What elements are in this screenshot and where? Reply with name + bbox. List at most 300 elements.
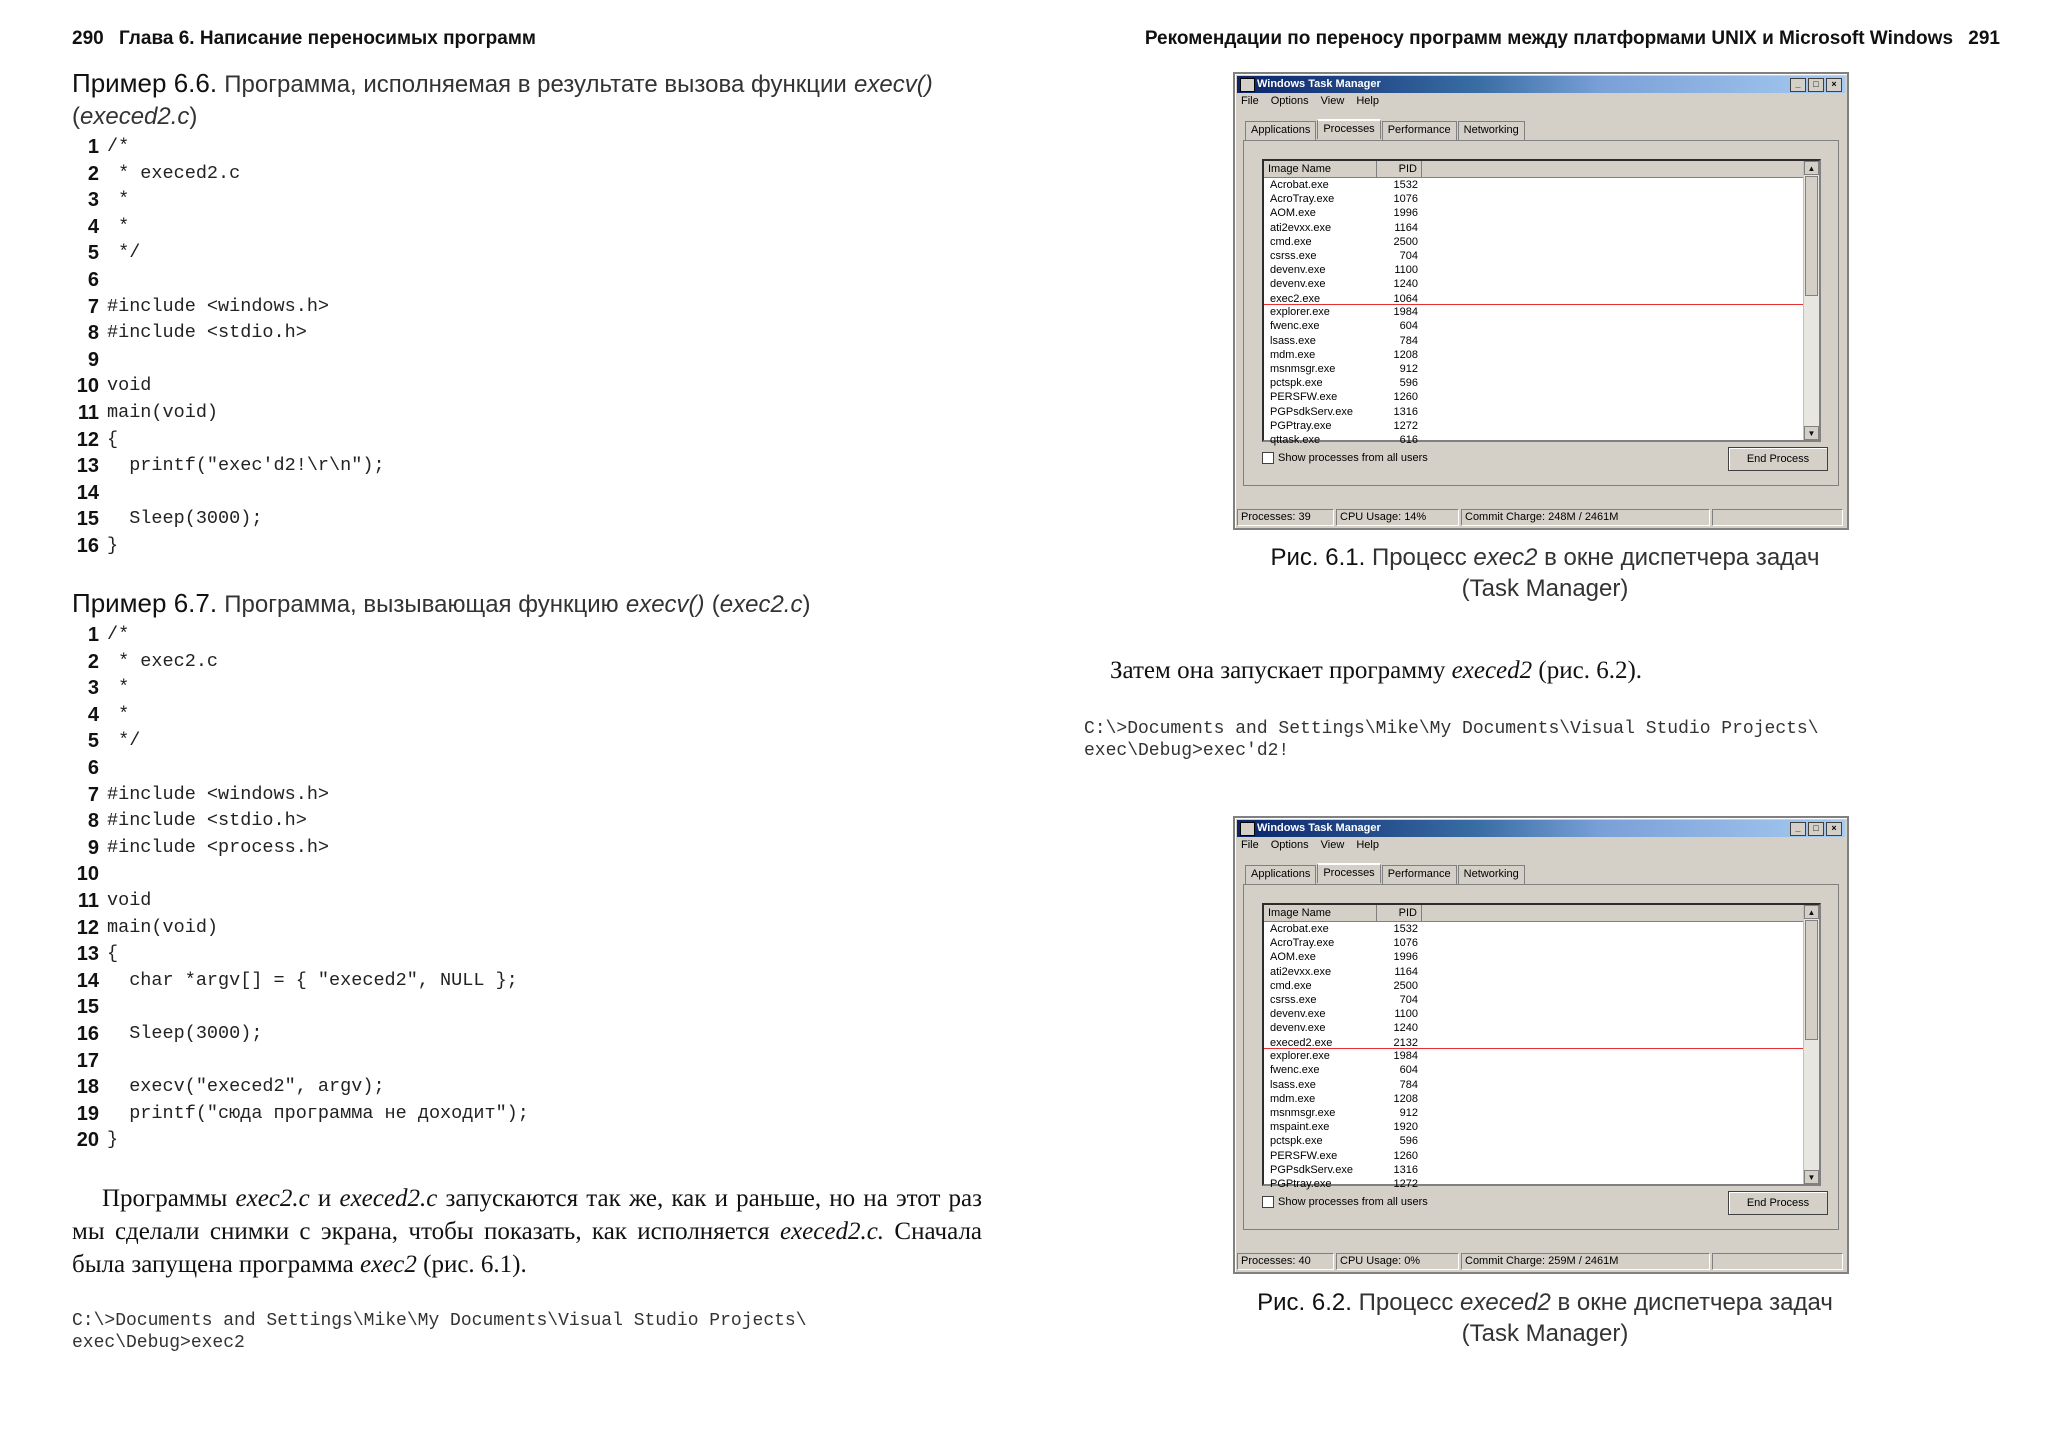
code-line: [72, 622, 529, 649]
image-name-cell: csrss.exe: [1270, 993, 1317, 1006]
table-row[interactable]: [1264, 221, 1803, 235]
line-number: 6: [87, 268, 99, 291]
end-process-button[interactable]: End Process: [1728, 1191, 1828, 1215]
table-row[interactable]: [1264, 1021, 1803, 1035]
code-text: Sleep(3000);: [107, 1022, 263, 1044]
image-name-cell: cmd.exe: [1270, 979, 1312, 992]
tab-performance[interactable]: Performance: [1382, 121, 1457, 141]
status-bar: [1237, 1253, 1845, 1270]
code-line: [72, 782, 529, 809]
window-title: Windows Task Manager: [1257, 822, 1381, 834]
line-number: 3: [87, 677, 99, 700]
code-text: }: [107, 1129, 119, 1151]
menu-item-file[interactable]: File: [1241, 839, 1259, 851]
line-number: 16: [76, 534, 99, 557]
image-name-cell: mdm.exe: [1270, 348, 1316, 361]
table-row[interactable]: [1264, 965, 1803, 979]
image-name-cell: qttask.exe: [1270, 433, 1321, 446]
image-name-cell: PGPtray.exe: [1270, 419, 1332, 432]
processes-panel: [1243, 140, 1839, 486]
tab-performance[interactable]: Performance: [1382, 865, 1457, 885]
table-row[interactable]: [1264, 1036, 1803, 1050]
code-line: [72, 994, 529, 1021]
table-row[interactable]: [1264, 334, 1803, 348]
table-row[interactable]: [1264, 1092, 1803, 1106]
code-text: /*: [107, 624, 130, 645]
image-name-cell: pctspk.exe: [1270, 377, 1323, 390]
table-row[interactable]: [1264, 348, 1803, 362]
line-number: 12: [76, 428, 99, 451]
table-row[interactable]: [1264, 405, 1803, 419]
status-field: CPU Usage: 0%: [1336, 1253, 1459, 1270]
image-name-cell: ati2evxx.exe: [1270, 965, 1332, 978]
column-pid[interactable]: PID: [1377, 161, 1422, 177]
table-row[interactable]: [1264, 178, 1803, 192]
tab-strip: [1245, 121, 1526, 141]
window-controls: [1790, 78, 1842, 92]
code-text: printf("сюда программа не доходит");: [107, 1102, 529, 1124]
tab-networking[interactable]: Networking: [1458, 121, 1525, 141]
vertical-scrollbar[interactable]: [1803, 161, 1819, 440]
scroll-down-icon[interactable]: ▼: [1804, 1170, 1819, 1184]
line-number: 14: [76, 969, 99, 992]
line-number: 1: [87, 624, 99, 646]
body-text: Затем она запускает программу execed2 (рис. 6.2).: [1110, 657, 1643, 684]
table-row[interactable]: [1264, 277, 1803, 291]
menu-item-options[interactable]: Options: [1270, 95, 1309, 107]
table-row[interactable]: [1264, 249, 1803, 263]
table-row[interactable]: [1264, 1177, 1803, 1191]
image-name-cell: exec2.exe: [1270, 292, 1321, 305]
pid-cell: 1532: [1393, 179, 1418, 191]
image-name-cell: AcroTray.exe: [1270, 937, 1335, 950]
example-title: Программа, вызывающая функцию: [224, 591, 619, 618]
chapter-title: Глава 6. Написание переносимых программ: [118, 28, 536, 49]
window-title: Windows Task Manager: [1257, 78, 1381, 90]
status-field: CPU Usage: 14%: [1336, 509, 1459, 526]
table-row[interactable]: [1264, 993, 1803, 1007]
processes-panel: [1243, 884, 1839, 1230]
code-line: [72, 533, 385, 560]
table-row[interactable]: [1264, 305, 1803, 319]
image-name-cell: devenv.exe: [1270, 264, 1326, 277]
image-name-cell: fwenc.exe: [1270, 320, 1320, 333]
image-name-cell: PGPtray.exe: [1270, 1177, 1332, 1190]
code-text: execv("execed2", argv);: [107, 1076, 385, 1098]
line-number: 13: [76, 943, 99, 966]
pid-cell: 1208: [1393, 1092, 1418, 1105]
scroll-up-icon[interactable]: ▲: [1804, 161, 1819, 175]
table-row[interactable]: [1264, 433, 1803, 447]
pid-cell: 1100: [1394, 1008, 1418, 1021]
line-number: 15: [76, 508, 99, 531]
status-bar: [1237, 509, 1845, 526]
pid-cell: 704: [1399, 249, 1418, 262]
column-pid[interactable]: PID: [1377, 905, 1422, 921]
pid-cell: 1272: [1393, 1177, 1418, 1190]
line-number: 11: [77, 889, 99, 912]
code-text: {: [107, 428, 119, 450]
image-name-cell: execed2.exe: [1270, 1036, 1333, 1049]
pid-cell: 2500: [1393, 979, 1418, 992]
process-list[interactable]: [1262, 159, 1821, 446]
left-page: [72, 0, 982, 1447]
pid-cell: 604: [1399, 320, 1418, 333]
code-line: [72, 861, 529, 888]
pid-cell: 596: [1399, 377, 1418, 390]
image-name-cell: PERSFW.exe: [1270, 391, 1338, 404]
line-number: 8: [87, 810, 99, 833]
status-field: Processes: 39: [1237, 509, 1334, 526]
pid-cell: 784: [1399, 334, 1418, 347]
example-file: execed2.c: [80, 103, 190, 130]
window-controls: [1790, 822, 1842, 836]
table-row[interactable]: [1264, 936, 1803, 950]
code-line: [72, 373, 385, 400]
show-all-users[interactable]: [1262, 452, 1428, 464]
column-image-name[interactable]: Image Name: [1264, 905, 1377, 921]
example-6-6-caption: Пример 6.6. Программа, исполняемая в результате вызова функции execv() (execed2.c): [72, 68, 933, 130]
table-row[interactable]: [1264, 950, 1803, 964]
image-name-cell: msnmsgr.exe: [1270, 362, 1336, 375]
example-label: Пример 6.7.: [72, 588, 218, 618]
code-line: [72, 347, 385, 374]
image-name-cell: Acrobat.exe: [1270, 923, 1329, 935]
maximize-button[interactable]: □: [1808, 822, 1824, 836]
pid-cell: 1076: [1393, 937, 1418, 950]
line-number: 18: [76, 1076, 99, 1099]
line-number: 1: [87, 136, 99, 158]
code-line: [72, 702, 529, 729]
pid-cell: 1996: [1393, 951, 1418, 964]
image-name-cell: PGPsdkServ.exe: [1270, 405, 1353, 418]
image-name-cell: mspaint.exe: [1270, 1121, 1330, 1134]
code-text: char *argv[] = { "execed2", NULL };: [107, 969, 518, 991]
image-name-cell: mdm.exe: [1270, 1092, 1316, 1105]
minimize-button[interactable]: _: [1790, 822, 1806, 836]
code-line: [72, 453, 385, 480]
code-text: void: [107, 889, 152, 911]
menu-item-view[interactable]: View: [1320, 839, 1345, 851]
checkbox-label: Show processes from all users: [1278, 1196, 1428, 1208]
table-row[interactable]: [1264, 922, 1803, 936]
pid-cell: 704: [1399, 993, 1418, 1006]
code-line: [72, 1048, 529, 1075]
pid-cell: 912: [1399, 362, 1418, 375]
minimize-button[interactable]: _: [1790, 78, 1806, 92]
line-number: 20: [76, 1129, 99, 1152]
pid-cell: 616: [1399, 433, 1418, 446]
task-manager-icon: [1240, 822, 1255, 836]
list-header: [1264, 161, 1819, 178]
line-number: 15: [76, 996, 99, 1019]
menu-item-help[interactable]: Help: [1356, 95, 1379, 107]
close-button[interactable]: ×: [1826, 78, 1842, 92]
menu-item-view[interactable]: View: [1320, 95, 1345, 107]
line-number: 11: [77, 401, 99, 424]
figure-6-1-caption: Рис. 6.1. Процесс exec2 в окне диспетчера задач (Task Manager): [1270, 544, 1820, 602]
menu-item-file[interactable]: File: [1241, 95, 1259, 107]
code-text: */: [107, 730, 141, 752]
process-list[interactable]: [1262, 903, 1821, 1190]
table-row[interactable]: [1264, 1106, 1803, 1120]
code-line: [72, 835, 529, 862]
line-number: 10: [76, 863, 99, 886]
code-line: [72, 808, 529, 835]
pid-cell: 1996: [1393, 207, 1418, 220]
section-title: Рекомендации по переносу программ между платформами UNIX и Microsoft Windows: [1144, 28, 1954, 49]
title-bar: [1237, 820, 1845, 837]
code-text: * exec2.c: [107, 650, 219, 672]
line-number: 9: [87, 836, 99, 859]
pid-cell: 2132: [1393, 1036, 1418, 1049]
image-name-cell: AOM.exe: [1270, 951, 1316, 964]
status-field: [1712, 1253, 1843, 1270]
code-line: [72, 161, 385, 188]
line-number: 14: [76, 481, 99, 504]
menu-bar: [1241, 95, 1379, 107]
code-line: [72, 755, 529, 782]
image-name-cell: lsass.exe: [1270, 1078, 1316, 1091]
line-number: 4: [87, 215, 99, 238]
tab-networking[interactable]: Networking: [1458, 865, 1525, 885]
tab-applications[interactable]: Applications: [1245, 865, 1316, 885]
line-number: 2: [87, 162, 99, 185]
table-row[interactable]: [1264, 292, 1803, 306]
scroll-up-icon[interactable]: ▲: [1804, 905, 1819, 919]
table-row[interactable]: [1264, 1078, 1803, 1092]
checkbox-icon[interactable]: [1262, 452, 1274, 464]
list-rows: [1264, 922, 1803, 1191]
code-line: [72, 1021, 529, 1048]
pid-cell: 1920: [1393, 1121, 1418, 1134]
table-row[interactable]: [1264, 1120, 1803, 1134]
table-row[interactable]: [1264, 1063, 1803, 1077]
menu-item-help[interactable]: Help: [1356, 839, 1379, 851]
pid-cell: 1316: [1393, 405, 1418, 418]
line-number: 7: [87, 295, 99, 318]
code-line: [72, 649, 529, 676]
pid-cell: 1208: [1393, 348, 1418, 361]
line-number: 9: [87, 348, 99, 371]
code-line: [72, 400, 385, 427]
checkbox-icon[interactable]: [1262, 1196, 1274, 1208]
pid-cell: 1240: [1393, 1022, 1418, 1035]
code-text: *: [107, 677, 130, 699]
image-name-cell: explorer.exe: [1270, 1050, 1330, 1063]
code-listing-6-6: [72, 134, 385, 560]
code-line: [72, 187, 385, 214]
code-text: {: [107, 943, 119, 965]
status-field: [1712, 509, 1843, 526]
image-name-cell: fwenc.exe: [1270, 1064, 1320, 1077]
code-text: printf("exec'd2!\r\n");: [107, 455, 385, 477]
tab-processes[interactable]: Processes: [1317, 119, 1380, 139]
close-button[interactable]: ×: [1826, 822, 1842, 836]
image-name-cell: lsass.exe: [1270, 334, 1316, 347]
code-line: [72, 320, 385, 347]
code-line: [72, 1101, 529, 1128]
code-line: [72, 134, 385, 161]
task-manager-window-2: [1233, 816, 1849, 1274]
tab-strip: [1245, 865, 1526, 885]
tab-applications[interactable]: Applications: [1245, 121, 1316, 141]
console-output: C:\>Documents and Settings\Mike\My Documents\Visual Studio Projects\ exec\Debug>exec'd2!: [1084, 719, 1819, 761]
example-title: Программа, исполняемая в результате вызова функции: [224, 71, 847, 98]
table-row[interactable]: [1264, 319, 1803, 333]
code-text: #include <process.h>: [107, 836, 330, 858]
image-name-cell: msnmsgr.exe: [1270, 1106, 1336, 1119]
code-line: [72, 427, 385, 454]
pid-cell: 596: [1399, 1135, 1418, 1148]
title-bar: [1237, 76, 1845, 93]
code-text: main(void): [107, 401, 219, 423]
image-name-cell: cmd.exe: [1270, 235, 1312, 248]
figure-6-2-caption: Рис. 6.2. Процесс execed2 в окне диспетчера задач (Task Manager): [1257, 1289, 1833, 1347]
code-line: [72, 214, 385, 241]
image-name-cell: csrss.exe: [1270, 249, 1317, 262]
pid-cell: 1260: [1393, 391, 1418, 404]
image-name-cell: devenv.exe: [1270, 278, 1326, 291]
example-6-7-caption: Пример 6.7. Программа, вызывающая функцию execv() (exec2.c): [72, 588, 811, 618]
code-line: [72, 267, 385, 294]
image-name-cell: AOM.exe: [1270, 207, 1316, 220]
line-number: 19: [76, 1102, 99, 1125]
pid-cell: 1260: [1393, 1149, 1418, 1162]
image-name-cell: PERSFW.exe: [1270, 1149, 1338, 1162]
list-header: [1264, 905, 1819, 922]
code-text: *: [107, 703, 130, 725]
line-number: 7: [87, 783, 99, 806]
table-row[interactable]: [1264, 419, 1803, 433]
code-text: */: [107, 242, 141, 264]
line-number: 16: [76, 1022, 99, 1045]
example-func: execv(): [625, 591, 705, 618]
code-line: [72, 480, 385, 507]
table-row[interactable]: [1264, 376, 1803, 390]
line-number: 4: [87, 703, 99, 726]
table-row[interactable]: [1264, 1149, 1803, 1163]
page-number: 291: [1968, 28, 2000, 49]
pid-cell: 1164: [1394, 965, 1418, 978]
table-row[interactable]: [1264, 263, 1803, 277]
show-all-users[interactable]: [1262, 1196, 1428, 1208]
code-text: *: [107, 215, 130, 237]
code-line: [72, 240, 385, 267]
column-image-name[interactable]: Image Name: [1264, 161, 1377, 177]
code-line: [72, 888, 529, 915]
menu-item-options[interactable]: Options: [1270, 839, 1309, 851]
body-paragraph: Программы exec2.c и execed2.c запускаются так же, как и раньше, но на этот раз мы сделали снимки с экрана, чтобы показать, как исполняется execed2.c. Сначала была запущена программа exec2 (рис. 6.1).: [72, 1185, 983, 1278]
maximize-button[interactable]: □: [1808, 78, 1824, 92]
code-line: [72, 506, 385, 533]
line-number: 5: [87, 730, 99, 753]
code-line: [72, 675, 529, 702]
checkbox-label: Show processes from all users: [1278, 452, 1428, 464]
code-line: [72, 968, 529, 995]
code-text: #include <windows.h>: [107, 783, 330, 805]
image-name-cell: devenv.exe: [1270, 1008, 1326, 1021]
code-line: [72, 915, 529, 942]
pid-cell: 1064: [1393, 292, 1418, 305]
line-number: 13: [76, 455, 99, 478]
code-text: *: [107, 189, 130, 211]
image-name-cell: pctspk.exe: [1270, 1135, 1323, 1148]
console-output: C:\>Documents and Settings\Mike\My Documents\Visual Studio Projects\ exec\Debug>exec2: [72, 1311, 807, 1353]
status-field: Commit Charge: 248M / 2461M: [1461, 509, 1710, 526]
example-label: Пример 6.6.: [72, 68, 218, 98]
table-row[interactable]: [1264, 235, 1803, 249]
pid-cell: 1984: [1393, 306, 1418, 319]
end-process-button[interactable]: End Process: [1728, 447, 1828, 471]
code-line: [72, 728, 529, 755]
status-field: Processes: 40: [1237, 1253, 1334, 1270]
pid-cell: 1076: [1393, 193, 1418, 206]
line-number: 17: [76, 1049, 99, 1072]
table-row[interactable]: [1264, 206, 1803, 220]
running-head-left: [72, 28, 536, 50]
code-line: [72, 1127, 529, 1154]
code-text: #include <stdio.h>: [107, 322, 307, 344]
tab-processes[interactable]: Processes: [1317, 863, 1380, 883]
task-manager-window-1: [1233, 72, 1849, 530]
vertical-scrollbar[interactable]: [1803, 905, 1819, 1184]
pid-cell: 1532: [1393, 923, 1418, 935]
code-line: [72, 1074, 529, 1101]
image-name-cell: devenv.exe: [1270, 1022, 1326, 1035]
code-text: /*: [107, 136, 130, 157]
pid-cell: 1316: [1393, 1163, 1418, 1176]
table-row[interactable]: [1264, 1007, 1803, 1021]
code-line: [72, 294, 385, 321]
image-name-cell: PGPsdkServ.exe: [1270, 1163, 1353, 1176]
code-line: [72, 941, 529, 968]
line-number: 2: [87, 650, 99, 673]
code-text: #include <windows.h>: [107, 295, 330, 317]
code-text: Sleep(3000);: [107, 508, 263, 530]
code-text: main(void): [107, 916, 219, 938]
running-head-right: [1145, 28, 2000, 50]
code-text: void: [107, 375, 152, 397]
pid-cell: 1272: [1393, 419, 1418, 432]
line-number: 3: [87, 189, 99, 212]
table-row[interactable]: [1264, 192, 1803, 206]
code-text: #include <stdio.h>: [107, 810, 307, 832]
scroll-thumb[interactable]: [1805, 176, 1818, 296]
pid-cell: 1164: [1394, 221, 1418, 234]
status-field: Commit Charge: 259M / 2461M: [1461, 1253, 1710, 1270]
line-number: 5: [87, 242, 99, 265]
pid-cell: 2500: [1393, 235, 1418, 248]
table-row[interactable]: [1264, 1134, 1803, 1148]
image-name-cell: AcroTray.exe: [1270, 193, 1335, 206]
pid-cell: 1240: [1393, 278, 1418, 291]
table-row[interactable]: [1264, 1163, 1803, 1177]
scroll-down-icon[interactable]: ▼: [1804, 426, 1819, 440]
image-name-cell: explorer.exe: [1270, 306, 1330, 319]
list-rows: [1264, 178, 1803, 447]
pid-cell: 1100: [1394, 264, 1418, 277]
scroll-thumb[interactable]: [1805, 920, 1818, 1040]
pid-cell: 1984: [1393, 1050, 1418, 1063]
right-page: [1084, 0, 2000, 1447]
table-row[interactable]: [1264, 362, 1803, 376]
pid-cell: 604: [1399, 1064, 1418, 1077]
table-row[interactable]: [1264, 979, 1803, 993]
code-text: }: [107, 534, 119, 556]
table-row[interactable]: [1264, 390, 1803, 404]
table-row[interactable]: [1264, 1049, 1803, 1063]
